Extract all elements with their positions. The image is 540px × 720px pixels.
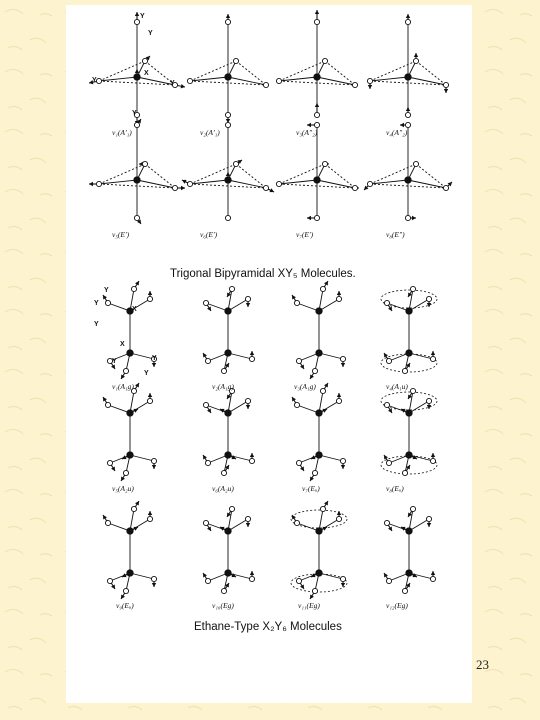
ethane-caption: Ethane-Type X₂Y₆ Molecules bbox=[194, 621, 342, 633]
central-atom bbox=[316, 308, 322, 314]
bond-line bbox=[99, 77, 137, 81]
ligand-atom bbox=[336, 296, 341, 301]
arrow-head bbox=[135, 12, 139, 16]
bond-line bbox=[279, 180, 317, 184]
ligand-atom bbox=[172, 185, 177, 190]
central-atom bbox=[405, 177, 411, 183]
atom-label-y-top: Y bbox=[140, 13, 145, 20]
ligand-atom bbox=[225, 19, 230, 24]
central-atom bbox=[134, 177, 140, 183]
trigonal-bipyramid-molecule bbox=[276, 10, 357, 118]
arrow-head bbox=[226, 14, 230, 18]
ligand-atom bbox=[229, 286, 234, 291]
trigonal-bipyramid-molecule bbox=[182, 122, 274, 221]
central-atom bbox=[225, 410, 231, 416]
central-atom bbox=[316, 350, 322, 356]
bond-line bbox=[319, 353, 343, 359]
mode-label: ν₆(E′) bbox=[200, 230, 218, 239]
ligand-atom bbox=[367, 78, 372, 83]
arrow-head bbox=[250, 571, 254, 575]
ligand-atom bbox=[340, 458, 345, 463]
atom-label-y-bottom: Y bbox=[132, 110, 137, 117]
atom-label-y: Y bbox=[94, 300, 99, 307]
mode-label: ν₅(E′) bbox=[112, 230, 130, 239]
ligand-atom bbox=[296, 460, 301, 465]
vibration-mode-figure bbox=[66, 5, 472, 703]
ligand-atom bbox=[276, 181, 281, 186]
ligand-atom bbox=[131, 506, 136, 511]
atom-label-y-right: Y bbox=[170, 80, 175, 87]
central-atom bbox=[316, 528, 322, 534]
ligand-atom bbox=[314, 19, 319, 24]
ligand-atom bbox=[402, 368, 407, 373]
arrow-head bbox=[152, 583, 156, 587]
mode-label: ν₈(Eᵤ) bbox=[386, 484, 404, 493]
ethane-type-molecule bbox=[203, 506, 255, 593]
arrow-head bbox=[148, 291, 152, 295]
ligand-atom bbox=[413, 58, 418, 63]
trigonal-bipyramid-molecule bbox=[89, 12, 185, 125]
ligand-atom bbox=[320, 286, 325, 291]
central-atom bbox=[316, 452, 322, 458]
ligand-atom bbox=[340, 356, 345, 361]
ligand-atom bbox=[402, 588, 407, 593]
ligand-atom bbox=[203, 520, 208, 525]
bond-line bbox=[370, 77, 408, 81]
atom-label-y: Y bbox=[112, 358, 117, 365]
ligand-atom bbox=[221, 588, 226, 593]
ligand-atom bbox=[205, 578, 210, 583]
mode-label: ν₄(A″₂) bbox=[386, 128, 408, 137]
arrow-head bbox=[406, 107, 410, 111]
ligand-atom bbox=[221, 368, 226, 373]
ligand-atom bbox=[249, 458, 254, 463]
central-atom bbox=[225, 308, 231, 314]
arrow-head bbox=[250, 453, 254, 457]
atom-label-y: Y bbox=[144, 370, 149, 377]
ligand-atom bbox=[245, 398, 250, 403]
arrow-head bbox=[246, 523, 250, 527]
ligand-atom bbox=[245, 516, 250, 521]
central-atom bbox=[406, 570, 412, 576]
ligand-atom bbox=[426, 398, 431, 403]
atom-label-y-back: Y bbox=[148, 30, 153, 37]
ligand-atom bbox=[233, 161, 238, 166]
ligand-atom bbox=[443, 185, 448, 190]
ligand-atom bbox=[142, 58, 147, 63]
ethane-type-diagrams bbox=[103, 281, 437, 599]
trigonal-bipyramid-molecule bbox=[89, 119, 185, 224]
ligand-atom bbox=[294, 520, 299, 525]
trigonal-bipyramid-molecule bbox=[276, 122, 359, 221]
bond-line bbox=[370, 180, 408, 184]
central-atom bbox=[314, 74, 320, 80]
ethane-type-molecule bbox=[384, 506, 436, 593]
ligand-atom bbox=[249, 356, 254, 361]
atom-label-y: Y bbox=[94, 321, 99, 328]
bond-line bbox=[130, 573, 154, 579]
arrow-head bbox=[181, 84, 185, 88]
bond-line bbox=[228, 455, 252, 461]
mode-label: ν₆(A₂u) bbox=[212, 484, 234, 493]
ligand-atom bbox=[384, 520, 389, 525]
mode-label: ν₉(Eᵤ) bbox=[116, 601, 134, 610]
bond-line bbox=[190, 180, 228, 184]
ligand-atom bbox=[131, 286, 136, 291]
ligand-atom bbox=[386, 358, 391, 363]
central-atom bbox=[127, 528, 133, 534]
arrow-head bbox=[341, 363, 345, 367]
ligand-atom bbox=[296, 578, 301, 583]
bond-line bbox=[409, 573, 433, 579]
ethane-type-molecule bbox=[292, 383, 346, 481]
ligand-atom bbox=[410, 506, 415, 511]
ligand-atom bbox=[225, 215, 230, 220]
ligand-atom bbox=[205, 460, 210, 465]
central-atom bbox=[127, 452, 133, 458]
ethane-type-molecule bbox=[103, 501, 157, 599]
central-atom bbox=[406, 452, 412, 458]
atom-label-y: Y bbox=[152, 355, 157, 362]
ligand-atom bbox=[314, 112, 319, 117]
ligand-atom bbox=[430, 458, 435, 463]
ligand-atom bbox=[96, 181, 101, 186]
ligand-atom bbox=[294, 402, 299, 407]
central-atom bbox=[225, 570, 231, 576]
trigonal-bipyramid-molecule bbox=[367, 14, 448, 118]
ligand-atom bbox=[312, 470, 317, 475]
ligand-atom bbox=[249, 576, 254, 581]
central-atom bbox=[127, 350, 133, 356]
central-atom bbox=[406, 308, 412, 314]
arrow-head bbox=[427, 523, 431, 527]
arrow-head bbox=[412, 216, 416, 220]
arrow-head bbox=[431, 351, 435, 355]
ligand-atom bbox=[430, 356, 435, 361]
atom-label-x-bottom: X bbox=[120, 341, 125, 348]
arrow-head bbox=[337, 393, 341, 397]
ligand-atom bbox=[322, 161, 327, 166]
ligand-atom bbox=[263, 185, 268, 190]
trigonal-bipyramid-diagrams bbox=[89, 10, 452, 224]
ligand-atom bbox=[123, 470, 128, 475]
arrow-head bbox=[406, 14, 410, 18]
mode-label: ν₁(A₁g) bbox=[112, 382, 134, 391]
arrow-head bbox=[307, 123, 311, 127]
page-number: 23 bbox=[476, 657, 489, 672]
mode-label: ν₇(E′) bbox=[296, 230, 314, 239]
ligand-atom bbox=[107, 578, 112, 583]
mode-label: ν₁₁(Eg) bbox=[298, 601, 320, 610]
ligand-atom bbox=[105, 402, 110, 407]
central-atom bbox=[127, 570, 133, 576]
mode-label: ν₇(Eᵤ) bbox=[302, 484, 320, 493]
ligand-atom bbox=[105, 520, 110, 525]
ligand-atom bbox=[314, 122, 319, 127]
arrow-head bbox=[368, 85, 372, 89]
arrow-head bbox=[152, 465, 156, 469]
ligand-atom bbox=[147, 516, 152, 521]
arrow-head bbox=[341, 465, 345, 469]
ligand-atom bbox=[320, 506, 325, 511]
ligand-atom bbox=[405, 112, 410, 117]
ligand-atom bbox=[322, 58, 327, 63]
central-atom bbox=[225, 528, 231, 534]
mode-label: ν₃(A₁g) bbox=[294, 382, 316, 391]
arrow-head bbox=[89, 182, 93, 186]
ligand-atom bbox=[142, 161, 147, 166]
arrow-head bbox=[250, 351, 254, 355]
central-atom bbox=[406, 350, 412, 356]
ligand-atom bbox=[147, 398, 152, 403]
mode-label: ν₁(A′₁) bbox=[112, 128, 132, 137]
arrow-head bbox=[337, 511, 341, 515]
central-atom bbox=[314, 177, 320, 183]
ligand-atom bbox=[384, 402, 389, 407]
arrow-head bbox=[414, 53, 418, 57]
ethane-type-molecule bbox=[381, 388, 437, 475]
arrow-head bbox=[315, 10, 319, 14]
ligand-atom bbox=[410, 388, 415, 393]
central-atom bbox=[225, 74, 231, 80]
ligand-atom bbox=[312, 368, 317, 373]
ligand-atom bbox=[426, 516, 431, 521]
central-atom bbox=[127, 410, 133, 416]
ligand-atom bbox=[405, 19, 410, 24]
arrow-head bbox=[444, 89, 448, 93]
ligand-atom bbox=[134, 19, 139, 24]
ligand-atom bbox=[225, 122, 230, 127]
arrow-head bbox=[135, 69, 139, 73]
trigonal-bipyramid-molecule bbox=[364, 122, 452, 221]
ethane-type-molecule bbox=[103, 383, 157, 481]
ligand-atom bbox=[221, 470, 226, 475]
ligand-atom bbox=[107, 460, 112, 465]
ethane-type-molecule bbox=[203, 388, 255, 475]
bond-line bbox=[190, 77, 228, 81]
ligand-atom bbox=[147, 296, 152, 301]
arrow-head bbox=[226, 172, 230, 176]
ligand-atom bbox=[426, 296, 431, 301]
mode-label: ν₁₀(Eg) bbox=[212, 601, 234, 610]
ligand-atom bbox=[352, 185, 357, 190]
ligand-atom bbox=[443, 82, 448, 87]
atom-label-y-left: Y bbox=[92, 77, 97, 84]
arrow-head bbox=[246, 405, 250, 409]
ligand-atom bbox=[384, 300, 389, 305]
arrow-head bbox=[152, 363, 156, 367]
ligand-atom bbox=[187, 181, 192, 186]
bond-line bbox=[228, 353, 252, 359]
atom-label-x-top: X bbox=[132, 306, 137, 313]
ligand-atom bbox=[386, 460, 391, 465]
arrow-head bbox=[431, 571, 435, 575]
ethane-type-molecule bbox=[203, 286, 255, 373]
ligand-atom bbox=[402, 470, 407, 475]
ligand-atom bbox=[233, 58, 238, 63]
ligand-atom bbox=[340, 576, 345, 581]
central-atom bbox=[405, 74, 411, 80]
ligand-atom bbox=[203, 300, 208, 305]
atom-label-x: X bbox=[144, 70, 149, 77]
central-atom bbox=[316, 410, 322, 416]
arrow-head bbox=[431, 453, 435, 457]
mode-label: ν₂(A₁g) bbox=[212, 382, 234, 391]
ligand-atom bbox=[203, 402, 208, 407]
ligand-atom bbox=[263, 82, 268, 87]
ligand-atom bbox=[336, 398, 341, 403]
bond-line bbox=[130, 455, 154, 461]
bond-line bbox=[279, 77, 317, 81]
ligand-atom bbox=[105, 300, 110, 305]
arrow-head bbox=[246, 303, 250, 307]
mode-label: ν₈(E″) bbox=[386, 230, 405, 239]
ligand-atom bbox=[229, 506, 234, 511]
document-page bbox=[66, 5, 472, 703]
arrow-head bbox=[148, 393, 152, 397]
ligand-atom bbox=[386, 578, 391, 583]
bond-line bbox=[99, 180, 137, 184]
ligand-atom bbox=[352, 82, 357, 87]
arrow-head bbox=[337, 291, 341, 295]
ligand-atom bbox=[151, 576, 156, 581]
ligand-atom bbox=[413, 161, 418, 166]
ligand-atom bbox=[336, 516, 341, 521]
ligand-atom bbox=[430, 576, 435, 581]
atom-label-y: Y bbox=[104, 287, 109, 294]
ethane-type-molecule bbox=[381, 286, 437, 373]
ligand-atom bbox=[96, 78, 101, 83]
ligand-atom bbox=[314, 215, 319, 220]
ethane-type-molecule bbox=[291, 501, 347, 599]
bond-line bbox=[130, 353, 154, 359]
ligand-atom bbox=[410, 286, 415, 291]
ligand-atom bbox=[294, 300, 299, 305]
mode-label: ν₁₂(Eg) bbox=[386, 601, 408, 610]
ligand-atom bbox=[134, 215, 139, 220]
ligand-atom bbox=[367, 181, 372, 186]
arrow-head bbox=[400, 123, 404, 127]
trigonal-bipyramid-molecule bbox=[187, 14, 268, 123]
bond-line bbox=[228, 573, 252, 579]
bond-line bbox=[319, 455, 343, 461]
mode-label: ν₂(A′₁) bbox=[200, 128, 220, 137]
ligand-atom bbox=[123, 368, 128, 373]
ligand-atom bbox=[205, 358, 210, 363]
ligand-atom bbox=[187, 78, 192, 83]
ligand-atom bbox=[405, 215, 410, 220]
central-atom bbox=[225, 452, 231, 458]
ligand-atom bbox=[123, 588, 128, 593]
arrow-head bbox=[315, 103, 319, 107]
mode-label: ν₃(A″₂) bbox=[296, 128, 318, 137]
mode-label: ν₅(A₂u) bbox=[112, 484, 134, 493]
central-atom bbox=[406, 528, 412, 534]
ligand-atom bbox=[276, 78, 281, 83]
trigonal-caption: Trigonal Bipyramidal XY₅ Molecules. bbox=[170, 268, 356, 280]
arrow-head bbox=[148, 511, 152, 515]
ligand-atom bbox=[312, 588, 317, 593]
ethane-type-molecule bbox=[292, 281, 346, 379]
central-atom bbox=[225, 350, 231, 356]
ligand-atom bbox=[320, 388, 325, 393]
ligand-atom bbox=[296, 358, 301, 363]
ligand-atom bbox=[134, 122, 139, 127]
arrow-head bbox=[307, 216, 311, 220]
central-atom bbox=[316, 570, 322, 576]
central-atom bbox=[406, 410, 412, 416]
mode-label: ν₄(A₁u) bbox=[386, 382, 408, 391]
arrow-head bbox=[181, 186, 185, 190]
ligand-atom bbox=[225, 112, 230, 117]
ligand-atom bbox=[405, 122, 410, 127]
ligand-atom bbox=[151, 458, 156, 463]
ligand-atom bbox=[245, 296, 250, 301]
